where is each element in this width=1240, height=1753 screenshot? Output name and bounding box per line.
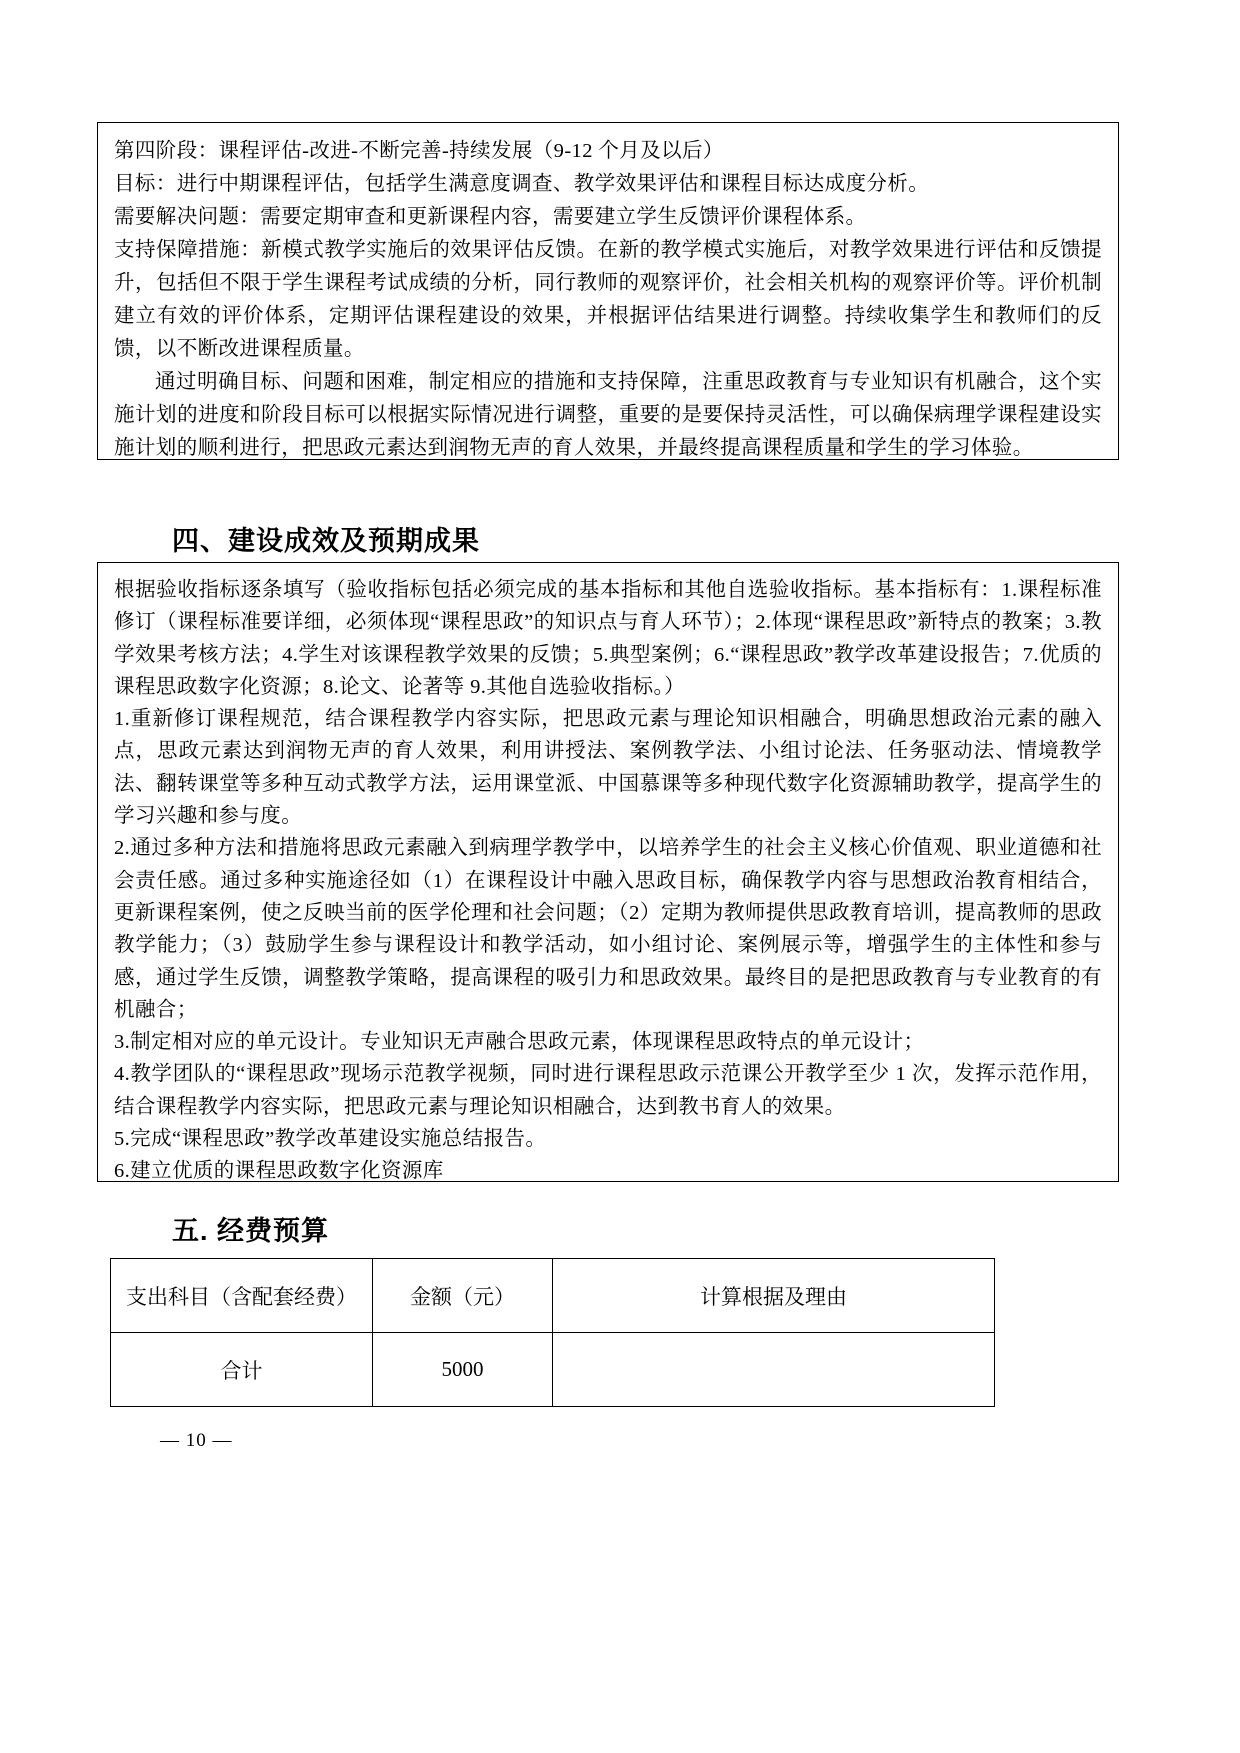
phase-four-line-1: 第四阶段：课程评估-改进-不断完善-持续发展（9-12 个月及以后） [114, 140, 724, 162]
cell-subject-total: 合计 [111, 1333, 373, 1407]
achievements-intro: 根据验收指标逐条填写（验收指标包括必须完成的基本指标和其他自选验收指标。基本指标有：1.课程标准修订（课程标准要详细，必须体现“课程思政”的知识点与育人环节）；2.体现“课程思政”新特点的教案；3.教学效果考核方法；4.学生对该课程教学效果的反馈；5.典型案例；6.“课程思政”教学改革建设报告；7.优质的课程思政数字化资源；8.论文、论著等 9.其他自选验收指标。） [114, 579, 1102, 698]
table-row [111, 1333, 995, 1407]
table-header-row [111, 1259, 995, 1333]
table-header-amount: 金额（元） [373, 1259, 553, 1333]
achievements-item-5: 5.完成“课程思政”教学改革建设实施总结报告。 [114, 1128, 547, 1151]
achievements-item-1: 1.重新修订课程规范，结合课程教学内容实际，把思政元素与理论知识相融合，明确思想政治元素的融入点，思政元素达到润物无声的育人效果，利用讲授法、案例教学法、小组讨论法、任务驱动法、情境教学法、翻转课堂等多种互动式教学方法，运用课堂派、中国慕课等多种现代数字化资源辅助教学，提高学生的学习兴趣和参与度。 [114, 708, 1102, 828]
phase-four-summary-paragraph: 通过明确目标、问题和困难，制定相应的措施和支持保障，注重思政教育与专业知识有机融合，这个实施计划的进度和阶段目标可以根据实际情况进行调整，重要的是要保持灵活性，可以确保病理学课程建设实施计划的顺利进行，把思政元素达到润物无声的育人效果，并最终提高课程质量和学生的学习体验。 [114, 371, 1102, 459]
budget-table [110, 1258, 995, 1407]
phase-four-line-3: 需要解决问题：需要定期审查和更新课程内容，需要建立学生反馈评价课程体系。 [114, 206, 867, 228]
page-number: — 10 — [160, 1430, 233, 1451]
achievements-item-4: 4.教学团队的“课程思政”现场示范教学视频，同时进行课程思政示范课公开教学至少 1 次，发挥示范作用，结合课程教学内容实际，把思政元素与理论知识相融合，达到教书育人的效果。 [114, 1063, 1102, 1118]
achievements-item-3: 3.制定相对应的单元设计。专业知识无声融合思政元素，体现课程思政特点的单元设计； [114, 1031, 925, 1054]
section-heading-five: 五. 经费预算 [172, 1216, 330, 1246]
cell-basis-total [553, 1333, 995, 1407]
phase-four-line-4: 支持保障措施：新模式教学实施后的效果评估反馈。在新的教学模式实施后，对教学效果进行评估和反馈提升，包括但不限于学生课程考试成绩的分析，同行教师的观察评价，社会相关机构的观察评价等。评价机制建立有效的评价体系，定期评估课程建设的效果，并根据评估结果进行调整。持续收集学生和教师们的反馈，以不断改进课程质量。 [114, 239, 1102, 360]
table-header-basis: 计算根据及理由 [553, 1259, 995, 1333]
phase-four-text-box [97, 122, 1119, 460]
table-header-subject: 支出科目（含配套经费） [111, 1259, 373, 1333]
cell-amount-total: 5000 [373, 1333, 553, 1407]
achievements-item-2: 2.通过多种方法和措施将思政元素融入到病理学教学中，以培养学生的社会主义核心价值观、职业道德和社会责任感。通过多种实施途径如（1）在课程设计中融入思政目标，确保教学内容与思想政治教育相结合，更新课程案例，使之反映当前的医学伦理和社会问题；（2）定期为教师提供思政教育培训，提高教师的思政教学能力；（3）鼓励学生参与课程设计和教学活动，如小组讨论、案例展示等，增强学生的主体性和参与感，通过学生反馈，调整教学策略，提高课程的吸引力和思政效果。最终目的是把思政教育与专业教育的有机融合； [114, 837, 1103, 1021]
section-heading-four: 四、建设成效及预期成果 [172, 526, 480, 556]
achievements-item-6: 6.建立优质的课程思政数字化资源库 [114, 1160, 444, 1183]
achievements-text-box [97, 562, 1119, 1182]
phase-four-line-2: 目标：进行中期课程评估，包括学生满意度调查、教学效果评估和课程目标达成度分析。 [114, 173, 930, 195]
